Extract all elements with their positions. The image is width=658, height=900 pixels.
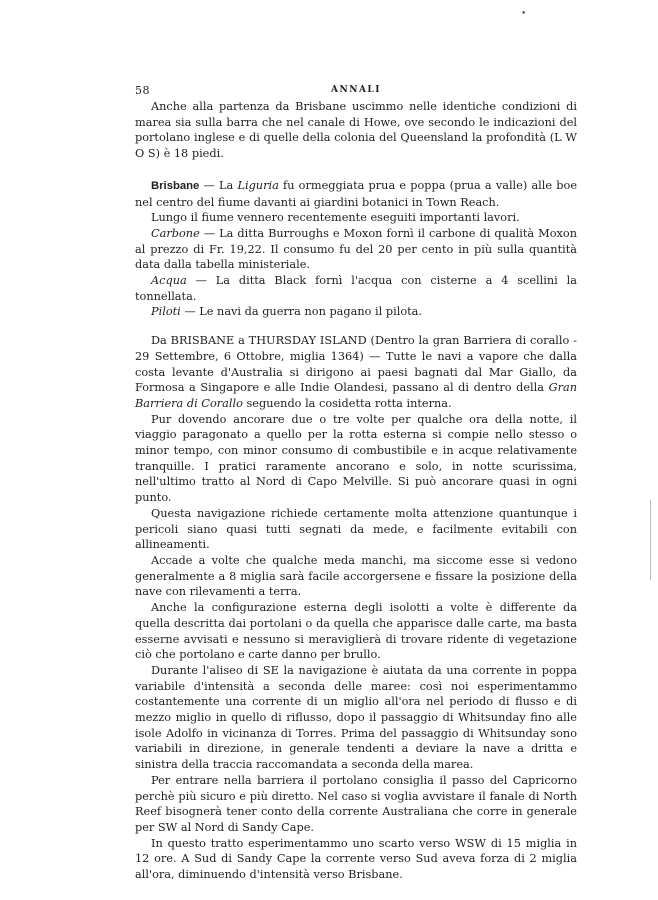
section-gap (135, 320, 577, 333)
voyage-paragraph-6: Durante l'aliseo di SE la navigazione è aiutata da una corrente in poppa variabile d'intensità a seconda delle maree: così noi esperimentammo costantemente una corrente di un miglio all'ora nel periodo di flusso e di mezzo miglio in quello di riflusso, dopo il passaggio di Whitsunday fino alle isole Adolfo in vicinanza di Torres. Prima del passaggio di Whitsunday sono variabili in direzione, in generale tendenti a deviare la nave a dritta e sinistra della traccia raccomandata a seconda della marea. (135, 663, 577, 772)
voyage-paragraph-2: Pur dovendo ancorare due o tre volte per qualche ora della notte, il viaggio paragonato a quello per la rotta esterna si compie nello stesso o minor tempo, con minor consumo di combustibile e in acque relativamente tranquille. I pratici raramente ancorano e solo, in notte scurissima, nell'ultimo tratto al Nord di Capo Melville. Si può ancorare quasi in ogni punto. (135, 412, 577, 505)
voyage-paragraph-5: Anche la configurazione esterna degli isolotti a volte è differente da quella descritta dai portolani o da quella che apparisce dalle carte, ma basta esserne avvisati e nessuno si meraviglierà di trovare ridente di vegetazione ciò che portolano e carte danno per brullo. (135, 601, 577, 662)
page-header (135, 84, 577, 98)
voyage-paragraph-4: Accade a volte che qualche meda manchi, ma siccome esse si vedono generalmente a 8 miglia sarà facile accorgersene e fissare la posizione della nave con rilevamenti a terra. (135, 553, 577, 599)
acqua-label: Acqua (151, 274, 187, 288)
page-number: 58 (135, 84, 150, 97)
acqua-text: — La ditta Black fornì l'acqua con cisterne a 4 scellini la tonnellata. (135, 274, 577, 303)
brisbane-intro-after: fu ormeggiata prua e poppa (prua a valle) alle boe nel centro del fiume davanti ai giardini botanici in Town Reach. (135, 178, 577, 209)
page-body (135, 99, 577, 883)
works-paragraph: Lungo il fiume vennero recentemente eseguiti importanti lavori. (151, 211, 520, 225)
section-heading-brisbane: Brisbane (151, 179, 200, 192)
scan-edge-line (650, 500, 651, 580)
brisbane-paragraph (135, 178, 577, 210)
voyage-paragraph-3: Questa navigazione richiede certamente molta attenzione quantunque i pericoli siano quasi tutti segnati da mede, e facilmente evitabili con allineamenti. (135, 506, 577, 552)
voyage-paragraph-7: Per entrare nella barriera il portolano consiglia il passo del Capricorno perchè più sicuro e più diretto. Nel caso si voglia avvistare il fanale di North Reef bisognerà tener conto della corrente Australiana che corre in generale per SW al Nord di Sandy Cape. (135, 773, 577, 834)
voyage-paragraph-1 (135, 333, 577, 412)
voyage-paragraph-8: In questo tratto esperimentammo uno scarto verso WSW di 15 miglia in 12 ore. A Sud di Sandy Cape la corrente verso Sud aveva forza di 2 miglia all'ora, diminuendo d'intensità verso Brisbane. (135, 836, 577, 882)
voyage-p1-before: Da BRISBANE a THURSDAY ISLAND (Dentro la gran Barriera di corallo - 29 Settembre, 6 Ottobre, miglia 1364) — Tutte le navi a vapore che dalla costa levante d'Australia si dirigono ai paesi bagnati dal Mar Giallo, da Formosa a Singapore e alle Indie Olandesi, passano al di dentro della (135, 334, 577, 395)
carbone-label: Carbone (151, 226, 200, 240)
carbone-paragraph (135, 226, 577, 273)
piloti-paragraph (135, 304, 577, 320)
acqua-paragraph (135, 273, 577, 304)
great-barrier-reef-name: Gran Barriera di Corallo (135, 381, 577, 410)
brisbane-intro-before: — La (199, 178, 238, 192)
intro-paragraph: Anche alla partenza da Brisbane uscimmo nelle identiche condizioni di marea sia sulla barra che nel canale di Howe, ove secondo le indicazioni del portolano inglese e di quelle della colonia del Queensland la profondità (L W O S) è 18 piedi. (135, 100, 577, 161)
section-gap (135, 162, 577, 178)
piloti-text: — Le navi da guerra non pagano il pilota. (180, 305, 422, 319)
ship-name: Liguria (237, 178, 279, 192)
corner-mark: • (521, 9, 527, 19)
piloti-label: Piloti (151, 305, 181, 319)
running-head: ANNALI (331, 85, 381, 95)
carbone-text: — La ditta Burroughs e Moxon fornì il carbone di qualità Moxon al prezzo di Fr. 19,22. Il consumo fu del 20 per cento in più sulla quantità data dalla tabella ministeriale. (135, 226, 577, 272)
voyage-p1-after: seguendo la cosidetta rotta interna. (242, 396, 452, 410)
